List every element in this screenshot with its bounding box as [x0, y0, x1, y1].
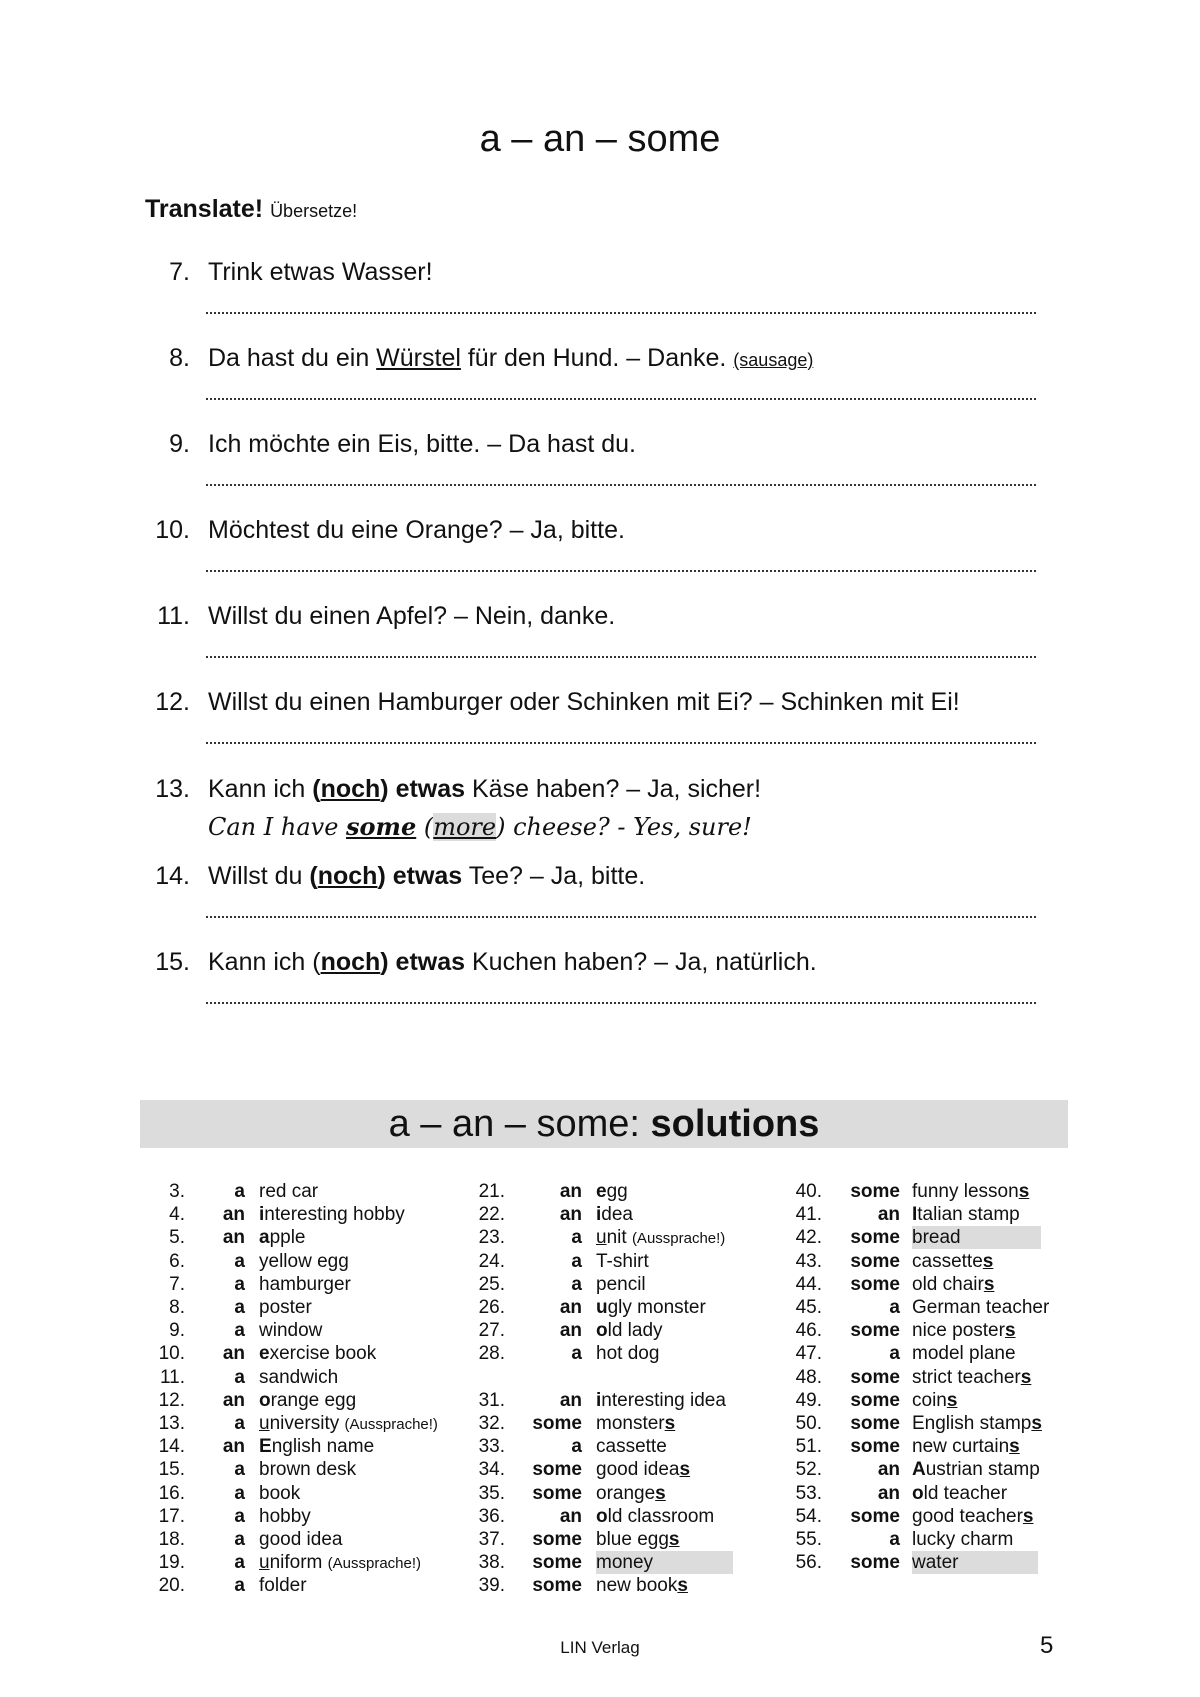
solution-number: 21.	[478, 1181, 505, 1202]
solution-word: English stamps	[912, 1413, 1042, 1434]
exercise-number: 13.	[155, 775, 190, 803]
solution-number: 11.	[159, 1366, 185, 1388]
hand-part-c: (	[416, 813, 434, 841]
solution-word: book	[259, 1482, 301, 1504]
solution-article: a	[234, 1413, 245, 1434]
solution-article: some	[532, 1482, 582, 1504]
solution-word: interesting idea	[596, 1389, 726, 1411]
solution-word: monsters	[596, 1413, 676, 1434]
solution-word: T-shirt	[596, 1250, 649, 1272]
answer-line[interactable]	[206, 736, 1036, 744]
exercise-text: Möchtest du eine Orange? – Ja, bitte.	[208, 516, 625, 544]
solution-number: 28.	[478, 1343, 505, 1365]
solution-word: brown desk	[259, 1459, 357, 1481]
hand-part-a: Can I have	[208, 813, 347, 841]
solutions-title-normal: a – an – some:	[388, 1103, 651, 1145]
solution-number: 27.	[478, 1320, 505, 1342]
solution-number: 8.	[169, 1297, 185, 1318]
solution-word: English name	[259, 1436, 375, 1458]
instruction-sub: Übersetze!	[270, 201, 358, 221]
solution-article: a	[571, 1250, 582, 1272]
exercise-number: 8.	[169, 344, 190, 372]
solution-article: a	[234, 1529, 245, 1550]
exercise-text: Trink etwas Wasser!	[208, 258, 433, 286]
solution-article: a	[234, 1181, 245, 1202]
solution-article: an	[222, 1389, 245, 1411]
solution-word: orange egg	[259, 1389, 357, 1411]
exercise-text: Ich möchte ein Eis, bitte. – Da hast du.	[208, 430, 637, 458]
answer-line[interactable]	[206, 306, 1036, 314]
solutions-title	[140, 1101, 1068, 1147]
solution-word: old chairs	[912, 1273, 995, 1295]
solution-number: 35.	[478, 1482, 505, 1504]
solution-number: 52.	[795, 1459, 822, 1481]
solution-number: 53.	[795, 1482, 822, 1504]
solution-word: oranges	[596, 1482, 666, 1504]
solution-article: a	[234, 1273, 245, 1295]
solution-article: an	[877, 1482, 900, 1504]
solution-article: a	[234, 1505, 245, 1527]
solution-number: 34.	[478, 1459, 505, 1481]
hand-part-more: more	[433, 813, 497, 841]
solution-number: 12.	[158, 1389, 185, 1411]
solution-word: funny lessons	[912, 1181, 1030, 1202]
solution-article: some	[532, 1552, 582, 1574]
solution-article: some	[850, 1227, 900, 1249]
solution-article: a	[234, 1552, 245, 1574]
solution-article: some	[532, 1575, 582, 1597]
solution-article: a	[234, 1250, 245, 1272]
solution-word: egg	[596, 1181, 628, 1202]
solution-word: cassettes	[912, 1250, 994, 1272]
solution-word: Austrian stamp	[912, 1459, 1040, 1481]
solution-word: interesting hobby	[259, 1204, 405, 1226]
solution-word: money	[596, 1551, 733, 1574]
solution-number: 37.	[478, 1529, 505, 1550]
solution-word: water	[912, 1551, 1038, 1574]
solution-article: an	[222, 1204, 245, 1226]
solutions-title-bold: solutions	[650, 1103, 820, 1145]
solution-number: 22.	[478, 1204, 505, 1226]
solution-article: a	[571, 1343, 582, 1365]
solution-number: 5.	[169, 1227, 185, 1249]
answer-line[interactable]	[206, 650, 1036, 658]
solution-number: 7.	[169, 1273, 185, 1295]
solution-article: an	[559, 1297, 582, 1318]
solution-word: good ideas	[596, 1459, 691, 1481]
solution-number: 6.	[169, 1250, 185, 1272]
solution-article: an	[222, 1227, 245, 1249]
solution-article: an	[222, 1343, 245, 1365]
solution-article: some	[532, 1529, 582, 1550]
solution-article: an	[559, 1389, 582, 1411]
solution-number: 46.	[795, 1320, 822, 1342]
solution-word: ugly monster	[596, 1297, 706, 1318]
exercise-number: 14.	[155, 862, 190, 890]
solution-article: some	[850, 1436, 900, 1458]
solution-article: some	[850, 1366, 900, 1388]
page-title: a – an – some	[479, 118, 721, 160]
solution-article: some	[850, 1552, 900, 1574]
exercise-number: 15.	[155, 948, 190, 976]
exercise-text: Kann ich (noch) etwas Käse haben? – Ja, sicher!	[208, 775, 762, 803]
solution-number: 15.	[158, 1459, 185, 1481]
answer-line[interactable]	[206, 996, 1036, 1004]
solution-word: good idea	[259, 1529, 343, 1550]
solution-number: 16.	[158, 1482, 185, 1504]
solution-article: a	[234, 1459, 245, 1481]
exercise-number: 7.	[169, 258, 190, 286]
solution-article: an	[559, 1181, 582, 1202]
solution-number: 3.	[169, 1181, 185, 1202]
solution-number: 55.	[795, 1529, 822, 1550]
solution-article: an	[222, 1436, 245, 1458]
solution-article: a	[571, 1227, 582, 1249]
solution-number: 20.	[158, 1575, 185, 1597]
solution-article: a	[571, 1436, 582, 1458]
solution-word: poster	[259, 1297, 312, 1318]
solution-article: a	[889, 1297, 900, 1318]
solution-number: 13.	[158, 1413, 185, 1434]
solution-number: 18.	[158, 1529, 185, 1550]
solution-article: a	[234, 1297, 245, 1318]
exercise-text: Willst du (noch) etwas Tee? – Ja, bitte.	[208, 862, 646, 890]
solution-word: hobby	[259, 1505, 311, 1527]
solution-number: 33.	[478, 1436, 505, 1458]
exercise-text: Da hast du ein Würstel für den Hund. – Danke. (sausage)	[208, 344, 814, 372]
solution-number: 39.	[478, 1575, 505, 1597]
solution-word: apple	[259, 1227, 306, 1249]
solution-article: some	[850, 1250, 900, 1272]
solution-article: a	[234, 1320, 245, 1342]
exercise-number: 10.	[155, 516, 190, 544]
solution-article: a	[234, 1575, 245, 1597]
solution-word: sandwich	[259, 1366, 339, 1388]
exercise-number: 11.	[157, 602, 190, 630]
solution-number: 31.	[478, 1389, 505, 1411]
solution-word: old teacher	[912, 1482, 1008, 1504]
solution-number: 23.	[478, 1227, 505, 1249]
solution-word: idea	[596, 1204, 633, 1226]
solution-word: blue eggs	[596, 1529, 680, 1550]
exercise-number: 9.	[169, 430, 190, 458]
solution-article: an	[559, 1320, 582, 1342]
hand-part-e: ) cheese? - Yes, sure!	[496, 813, 752, 841]
handwritten-answer	[208, 812, 752, 841]
answer-line[interactable]	[206, 478, 1036, 486]
solution-article: some	[850, 1389, 900, 1411]
solution-article: an	[559, 1204, 582, 1226]
solution-number: 49.	[795, 1389, 822, 1411]
solution-word: red car	[259, 1181, 319, 1202]
solution-word: hamburger	[259, 1273, 351, 1295]
solution-number: 17.	[158, 1505, 185, 1527]
solution-word: Italian stamp	[912, 1204, 1020, 1226]
solution-number: 4.	[169, 1204, 185, 1226]
solution-word: university (Aussprache!)	[259, 1413, 438, 1434]
solution-number: 40.	[795, 1181, 822, 1202]
solution-word: coins	[912, 1389, 958, 1411]
exercise-text: Willst du einen Hamburger oder Schinken mit Ei? – Schinken mit Ei!	[208, 688, 960, 716]
solution-number: 41.	[795, 1204, 822, 1226]
answer-line[interactable]	[206, 564, 1036, 572]
solution-article: a	[234, 1366, 245, 1388]
solution-word: new books	[596, 1575, 688, 1597]
solution-article: some	[850, 1320, 900, 1342]
solution-article: a	[889, 1343, 900, 1365]
page-number: 5	[1040, 1632, 1054, 1659]
solution-word: German teacher	[912, 1297, 1050, 1318]
solution-number: 42.	[795, 1227, 822, 1249]
solution-word: unit (Aussprache!)	[596, 1227, 726, 1249]
solution-article: some	[850, 1181, 900, 1202]
solution-number: 54.	[795, 1505, 822, 1527]
solution-number: 19.	[158, 1552, 185, 1574]
hand-part-some: some	[346, 812, 417, 841]
solution-article: an	[559, 1505, 582, 1527]
solution-number: 50.	[795, 1413, 822, 1434]
exercise-text: Willst du einen Apfel? – Nein, danke.	[208, 602, 616, 630]
solution-number: 38.	[478, 1552, 505, 1574]
solution-number: 56.	[795, 1552, 822, 1574]
instruction-bold: Translate!	[145, 195, 264, 223]
solution-word: cassette	[596, 1436, 667, 1458]
solution-article: an	[877, 1459, 900, 1481]
solution-article: some	[532, 1413, 582, 1434]
solution-article: an	[877, 1204, 900, 1226]
solution-number: 25.	[478, 1273, 505, 1295]
exercise-number: 12.	[155, 688, 190, 716]
solution-number: 32.	[478, 1413, 505, 1434]
solution-article: some	[532, 1459, 582, 1481]
solution-word: nice posters	[912, 1320, 1016, 1342]
solution-number: 45.	[795, 1297, 822, 1318]
solution-word: good teachers	[912, 1505, 1034, 1527]
answer-line[interactable]	[206, 392, 1036, 400]
solution-number: 43.	[795, 1250, 822, 1272]
solution-word: hot dog	[596, 1343, 660, 1365]
solution-word: bread	[912, 1226, 1041, 1249]
solution-word: exercise book	[259, 1343, 377, 1365]
solution-number: 51.	[795, 1436, 822, 1458]
solution-number: 26.	[478, 1297, 505, 1318]
solution-word: window	[259, 1320, 323, 1342]
solution-number: 48.	[795, 1366, 822, 1388]
solution-word: strict teachers	[912, 1366, 1032, 1388]
solution-word: lucky charm	[912, 1529, 1014, 1550]
solution-article: a	[889, 1529, 900, 1550]
solution-article: a	[234, 1482, 245, 1504]
solution-article: a	[571, 1273, 582, 1295]
solution-number: 44.	[795, 1273, 822, 1295]
answer-line[interactable]	[206, 910, 1036, 918]
solution-word: old classroom	[596, 1505, 715, 1527]
solution-word: new curtains	[912, 1436, 1020, 1458]
solution-number: 10.	[158, 1343, 185, 1365]
solution-word: pencil	[596, 1273, 646, 1295]
solution-number: 24.	[478, 1250, 505, 1272]
solution-word: old lady	[596, 1320, 663, 1342]
solution-article: some	[850, 1413, 900, 1434]
solution-word: folder	[259, 1575, 307, 1597]
solution-number: 36.	[478, 1505, 505, 1527]
solution-number: 47.	[795, 1343, 822, 1365]
solution-word: yellow egg	[259, 1250, 349, 1272]
solution-word: uniform (Aussprache!)	[259, 1552, 422, 1574]
solution-number: 14.	[158, 1436, 185, 1458]
exercise-text: Kann ich (noch) etwas Kuchen haben? – Ja, natürlich.	[208, 948, 817, 976]
solution-article: some	[850, 1505, 900, 1527]
instruction	[145, 195, 357, 224]
solution-number: 9.	[169, 1320, 185, 1342]
footer-publisher: LIN Verlag	[560, 1638, 640, 1657]
solution-word: model plane	[912, 1343, 1016, 1365]
solution-article: some	[850, 1273, 900, 1295]
